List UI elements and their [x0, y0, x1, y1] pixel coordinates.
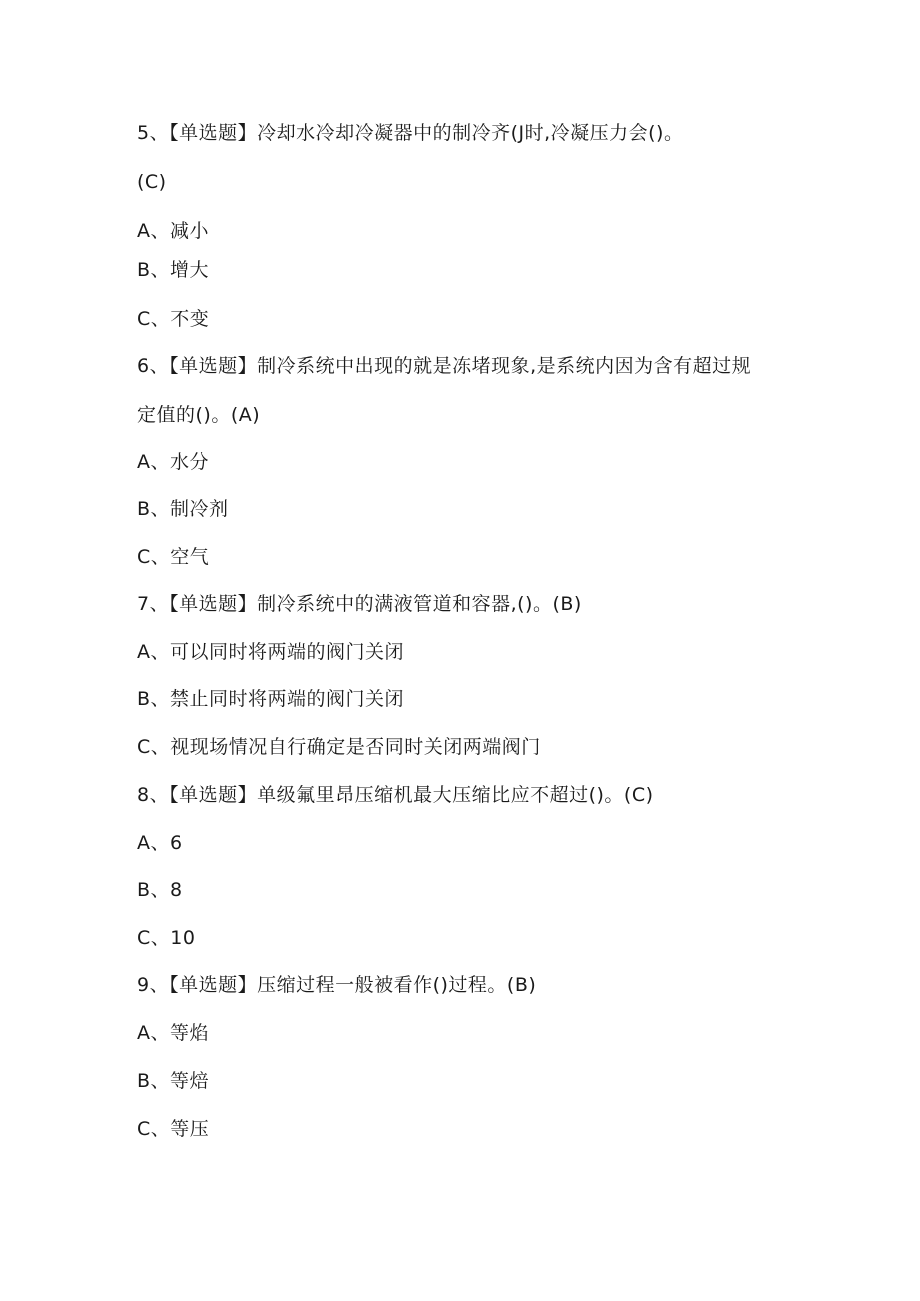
- question-5-answer: (C): [137, 171, 167, 193]
- question-6-stem-cont: 定值的()。(A): [137, 404, 261, 426]
- question-7-stem: 7、【单选题】制冷系统中的满液管道和容器,()。(B): [137, 593, 582, 615]
- question-6-option-c: C、空气: [137, 546, 210, 568]
- question-7-option-a: A、可以同时将两端的阀门关闭: [137, 641, 404, 663]
- question-8-option-a: A、6: [137, 832, 183, 854]
- question-7-option-c: C、视现场情况自行确定是否同时关闭两端阀门: [137, 736, 541, 758]
- question-9-option-b: B、等焙: [137, 1070, 210, 1092]
- question-5-option-b: B、增大: [137, 259, 210, 281]
- question-6-stem: 6、【单选题】制冷系统中出现的就是冻堵现象,是系统内因为含有超过规: [137, 355, 752, 377]
- question-8-option-b: B、8: [137, 879, 183, 901]
- question-8-stem: 8、【单选题】单级氟里昂压缩机最大压缩比应不超过()。(C): [137, 784, 654, 806]
- question-6-option-b: B、制冷剂: [137, 498, 229, 520]
- question-6-option-a: A、水分: [137, 451, 209, 473]
- question-8-option-c: C、10: [137, 927, 196, 949]
- question-5-option-a: A、减小: [137, 220, 209, 242]
- question-9-stem: 9、【单选题】压缩过程一般被看作()过程。(B): [137, 974, 537, 996]
- question-9-option-c: C、等压: [137, 1118, 210, 1140]
- question-9-option-a: A、等焰: [137, 1022, 209, 1044]
- question-7-option-b: B、禁止同时将两端的阀门关闭: [137, 688, 405, 710]
- question-5-stem: 5、【单选题】冷却水冷却冷凝器中的制冷齐(J时,冷凝压力会()。: [137, 122, 684, 144]
- question-5-option-c: C、不变: [137, 308, 210, 330]
